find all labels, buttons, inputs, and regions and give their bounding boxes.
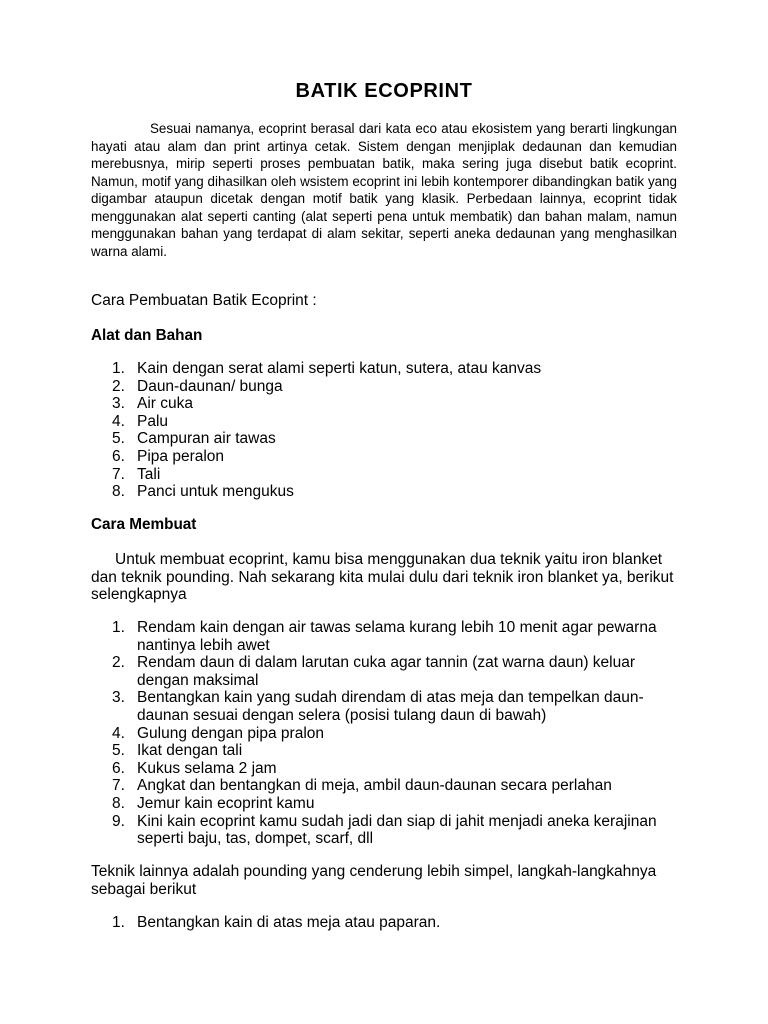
list-item: 3. Air cuka xyxy=(112,395,193,413)
list-item: 1. Bentangkan kain di atas meja atau paparan. xyxy=(112,914,441,931)
intro-text: Sesuai namanya, ecoprint berasal dari kata eco atau ekosistem yang berarti lingkungan hayati atau alam dan print artinya cetak. Sistem dengan menjiplak dedaunan dan kemudian merebusnya, mirip seperti proses pembuatan batik, maka sering juga disebut batik ecoprint. Namun, motif yang dihasilkan oleh wsistem ecoprint ini lebih kontemporer dibandingkan batik yang digambar ataupun dicetak dengan motif batik yang klasik. Perbedaan lainnya, ecoprint tidak menggunakan alat seperti canting (alat seperti pena untuk membatik) dan bahan malam, namun menggunakan bahan yang terdapat di alam sekitar, seperti aneka dedaunan yang menghasilkan warna alami. xyxy=(91,121,677,259)
iron-blanket-steps xyxy=(112,619,682,848)
list-item: 7. Angkat dan bentangkan di meja, ambil daun-daunan secara perlahan xyxy=(112,777,612,795)
list-item: 2. Rendam daun di dalam larutan cuka agar tannin (zat warna daun) keluar dengan maksimal xyxy=(112,654,636,689)
alat-dan-bahan-heading: Alat dan Bahan xyxy=(91,327,203,344)
list-item: 5. Ikat dengan tali xyxy=(112,742,243,760)
list-item: 4. Palu xyxy=(112,412,169,430)
list-item: 8. Panci untuk mengukus xyxy=(112,483,294,501)
cara-pembuatan-heading: Cara Pembuatan Batik Ecoprint : xyxy=(91,292,317,309)
list-item: 8. Jemur kain ecoprint kamu xyxy=(112,794,315,812)
cara-membuat-paragraph: Untuk membuat ecoprint, kamu bisa menggunakan dua teknik yaitu iron blanket dan teknik pounding. Nah sekarang kita mulai dulu dari teknik iron blanket ya, berikut selengkapnya xyxy=(91,551,674,603)
list-item: 3. Bentangkan kain yang sudah direndam di atas meja dan tempelkan daun-daunan sesuai dengan selera (posisi tulang daun di bawah) xyxy=(112,689,644,724)
pounding-steps xyxy=(112,914,682,932)
cara-membuat-heading: Cara Membuat xyxy=(91,516,197,533)
document-title: BATIK ECOPRINT xyxy=(295,80,473,102)
list-item: 1. Rendam kain dengan air tawas selama kurang lebih 10 menit agar pewarna nantinya lebih awet xyxy=(112,619,657,654)
intro-paragraph xyxy=(91,120,677,260)
pounding-paragraph: Teknik lainnya adalah pounding yang cenderung lebih simpel, langkah-langkahnya sebagai berikut xyxy=(91,863,657,898)
list-item: 2. Daun-daunan/ bunga xyxy=(112,377,283,395)
list-item: 6. Kukus selama 2 jam xyxy=(112,759,277,777)
list-item: 6. Pipa peralon xyxy=(112,447,225,465)
list-item: 1. Kain dengan serat alami seperti katun, sutera, atau kanvas xyxy=(112,360,542,377)
list-item: 4. Gulung dengan pipa pralon xyxy=(112,724,325,742)
list-item: 5. Campuran air tawas xyxy=(112,430,276,448)
alat-list xyxy=(112,360,682,501)
list-item: 7. Tali xyxy=(112,465,161,483)
list-item: 9. Kini kain ecoprint kamu sudah jadi dan siap di jahit menjadi aneka kerajinan seperti baju, tas, dompet, scarf, dll xyxy=(112,812,657,848)
